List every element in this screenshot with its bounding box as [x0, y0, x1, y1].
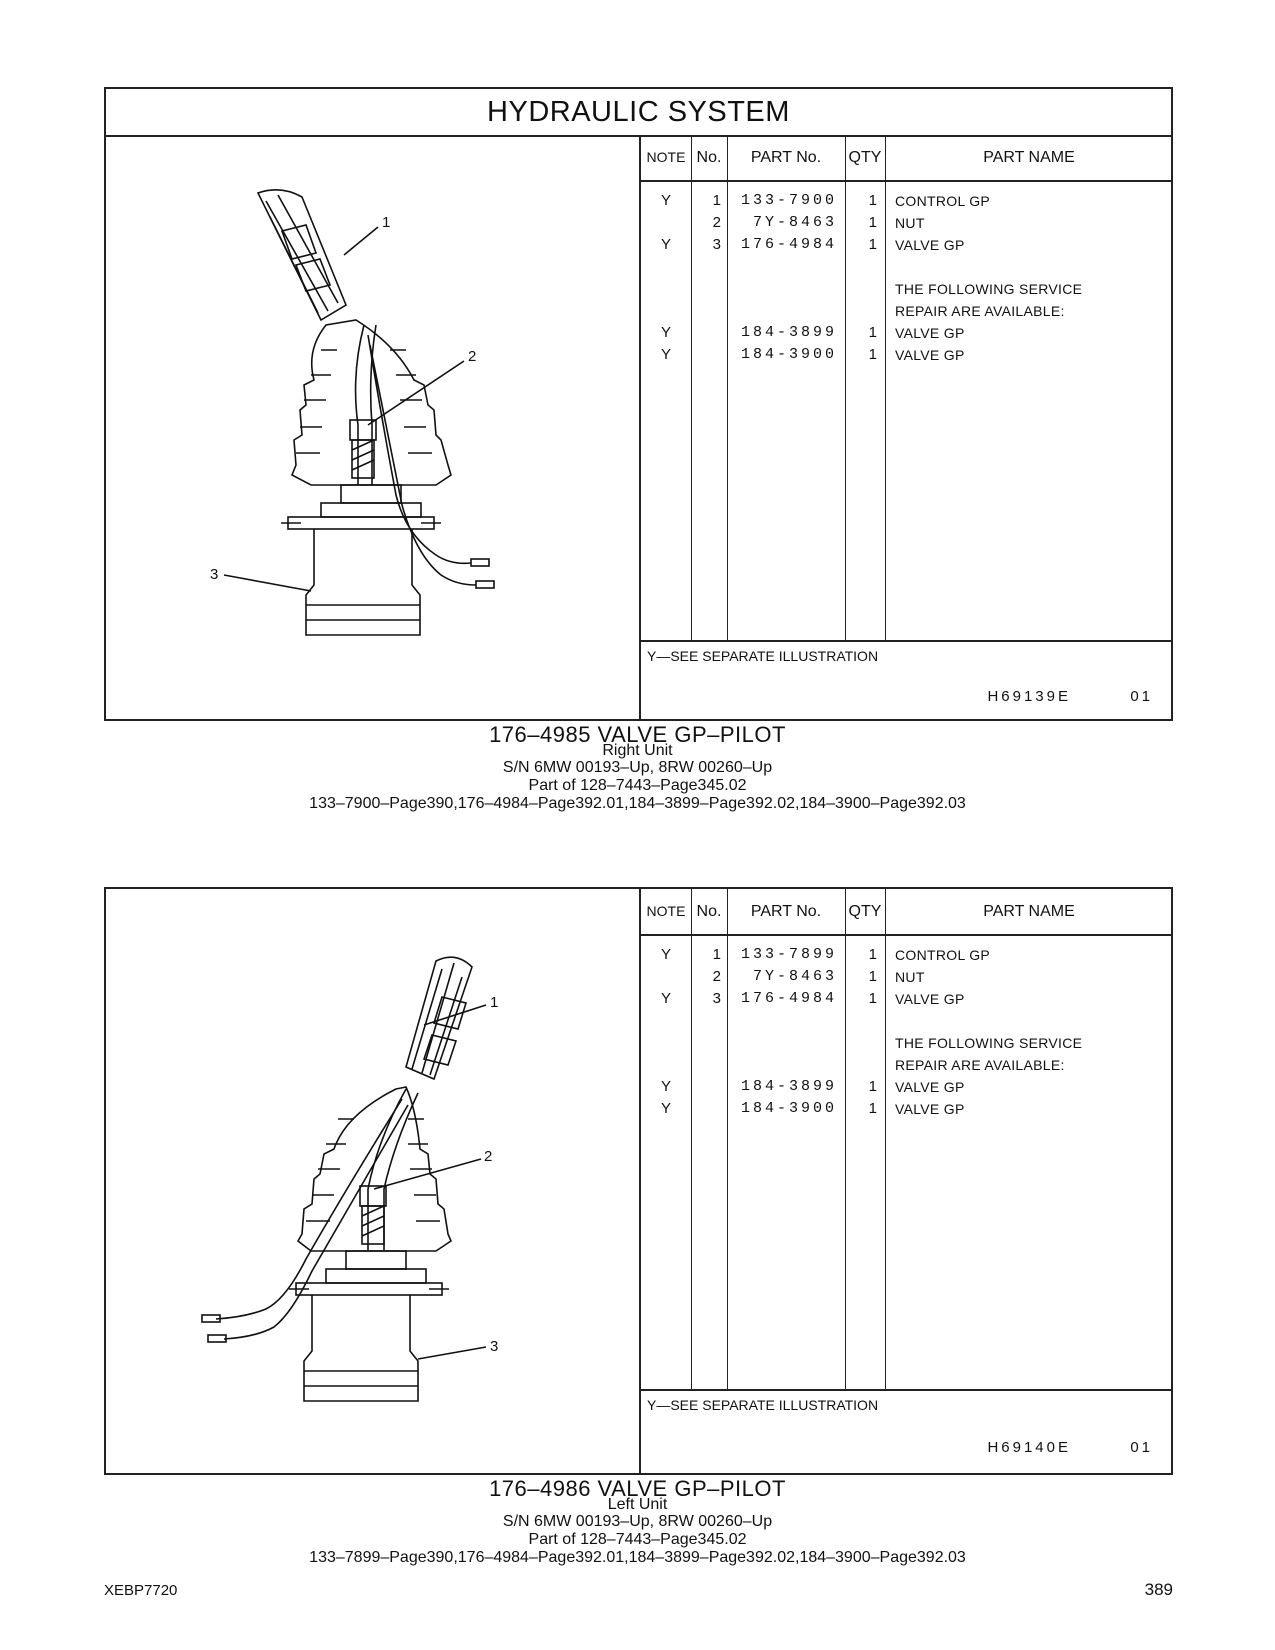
row-2-qty: 1 [868, 968, 877, 985]
col-part-name: PART NAME [983, 903, 1075, 920]
table-header [641, 889, 1171, 936]
parts-panel-left-unit [104, 887, 1173, 1475]
row-1-part-no: 133-7900 [740, 192, 837, 209]
callout-3: 3 [210, 566, 219, 583]
row-8-part-no: 184-3900 [740, 1100, 837, 1117]
row-3-note: Y [660, 990, 671, 1007]
row-2-no: 2 [712, 214, 721, 231]
col-qty: QTY [848, 903, 882, 920]
row-2-part-no: 7Y-8463 [752, 968, 837, 985]
caption-title: 176–4985 VALVE GP–PILOT [489, 722, 786, 747]
col-note: NOTE [646, 149, 686, 165]
row-3-no: 3 [712, 990, 721, 1007]
row-2-name: NUT [895, 969, 925, 985]
joystick-illustration-right [106, 135, 639, 719]
row-3-name: VALVE GP [895, 991, 965, 1007]
row-3-qty: 1 [868, 236, 877, 253]
illustration-code: H69139E [987, 688, 1071, 705]
page-number: 389 [1144, 1580, 1173, 1599]
row-8-part-no: 184-3900 [740, 346, 837, 363]
row-1-name: CONTROL GP [895, 193, 991, 209]
callout-2: 2 [484, 1148, 493, 1165]
table-header [641, 135, 1171, 182]
caption-refs: 133–7899–Page390,176–4984–Page392.01,184–3899–Page392.02,184–3900–Page392.03 [309, 1549, 966, 1566]
illustration-rev: 01 [1130, 688, 1153, 705]
callout-1: 1 [382, 214, 391, 231]
row-1-name: CONTROL GP [895, 947, 991, 963]
row-1-part-no: 133-7899 [740, 946, 837, 963]
caption-part-of: Part of 128–7443–Page345.02 [528, 777, 747, 794]
row-1-qty: 1 [868, 946, 877, 963]
row-8-note: Y [660, 1100, 671, 1117]
col-part-no: PART No. [750, 903, 822, 920]
row-1-no: 1 [712, 946, 721, 963]
row-1-note: Y [660, 192, 671, 209]
row-7-name: VALVE GP [895, 1079, 965, 1095]
row-5-name: THE FOLLOWING SERVICE [895, 281, 1083, 297]
row-8-name: VALVE GP [895, 1101, 965, 1117]
col-no: No. [696, 149, 722, 166]
row-3-part-no: 176-4984 [740, 990, 837, 1007]
col-qty: QTY [848, 149, 882, 166]
row-7-qty: 1 [868, 324, 877, 341]
caption-serial: S/N 6MW 00193–Up, 8RW 00260–Up [502, 759, 773, 776]
caption-left-unit [0, 1476, 1275, 1567]
caption-part-of: Part of 128–7443–Page345.02 [528, 1531, 747, 1548]
col-part-name: PART NAME [983, 149, 1075, 166]
illustration-area [106, 135, 641, 719]
row-2-part-no: 7Y-8463 [752, 214, 837, 231]
row-8-qty: 1 [868, 346, 877, 363]
row-8-qty: 1 [868, 1100, 877, 1117]
row-8-name: VALVE GP [895, 347, 965, 363]
table-footer [641, 1389, 1171, 1475]
row-3-part-no: 176-4984 [740, 236, 837, 253]
caption-unit: Left Unit [607, 1496, 668, 1513]
illustration-rev: 01 [1130, 1439, 1153, 1456]
row-3-note: Y [660, 236, 671, 253]
illustration-code: H69140E [987, 1439, 1071, 1456]
caption-refs: 133–7900–Page390,176–4984–Page392.01,184–3899–Page392.02,184–3900–Page392.03 [309, 795, 966, 812]
col-part-no: PART No. [750, 149, 822, 166]
row-5-name: THE FOLLOWING SERVICE [895, 1035, 1083, 1051]
footnote: Y—SEE SEPARATE ILLUSTRATION [647, 648, 879, 664]
row-2-qty: 1 [868, 214, 877, 231]
row-2-no: 2 [712, 968, 721, 985]
col-note: NOTE [646, 903, 686, 919]
callout-1: 1 [490, 994, 499, 1011]
row-2-note [641, 966, 691, 988]
row-1-no: 1 [712, 192, 721, 209]
table-footer [641, 640, 1171, 721]
parts-panel-right-unit [104, 87, 1173, 721]
row-7-part-no: 184-3899 [740, 324, 837, 341]
illustration-area [106, 889, 641, 1473]
page-title: HYDRAULIC SYSTEM [106, 89, 1171, 137]
caption-serial: S/N 6MW 00193–Up, 8RW 00260–Up [502, 1513, 773, 1530]
row-7-qty: 1 [868, 1078, 877, 1095]
row-6-name: REPAIR ARE AVAILABLE: [895, 1057, 1065, 1073]
callout-2: 2 [468, 348, 477, 365]
callout-3: 3 [490, 1338, 499, 1355]
col-no: No. [696, 903, 722, 920]
row-1-qty: 1 [868, 192, 877, 209]
row-7-note: Y [660, 1078, 671, 1095]
row-7-name: VALVE GP [895, 325, 965, 341]
row-3-name: VALVE GP [895, 237, 965, 253]
row-3-no: 3 [712, 236, 721, 253]
row-1-note: Y [660, 946, 671, 963]
row-2-note [641, 212, 691, 234]
row-6-name: REPAIR ARE AVAILABLE: [895, 303, 1065, 319]
row-8-note: Y [660, 346, 671, 363]
parts-table [641, 889, 1171, 1473]
parts-table [641, 135, 1171, 719]
row-3-qty: 1 [868, 990, 877, 1007]
row-2-name: NUT [895, 215, 925, 231]
row-7-part-no: 184-3899 [740, 1078, 837, 1095]
joystick-illustration-left [106, 889, 639, 1473]
footnote: Y—SEE SEPARATE ILLUSTRATION [647, 1397, 879, 1413]
caption-unit: Right Unit [602, 742, 673, 759]
doc-id: XEBP7720 [104, 1582, 178, 1599]
row-7-note: Y [660, 324, 671, 341]
caption-right-unit [0, 722, 1275, 813]
caption-title: 176–4986 VALVE GP–PILOT [489, 1476, 786, 1501]
